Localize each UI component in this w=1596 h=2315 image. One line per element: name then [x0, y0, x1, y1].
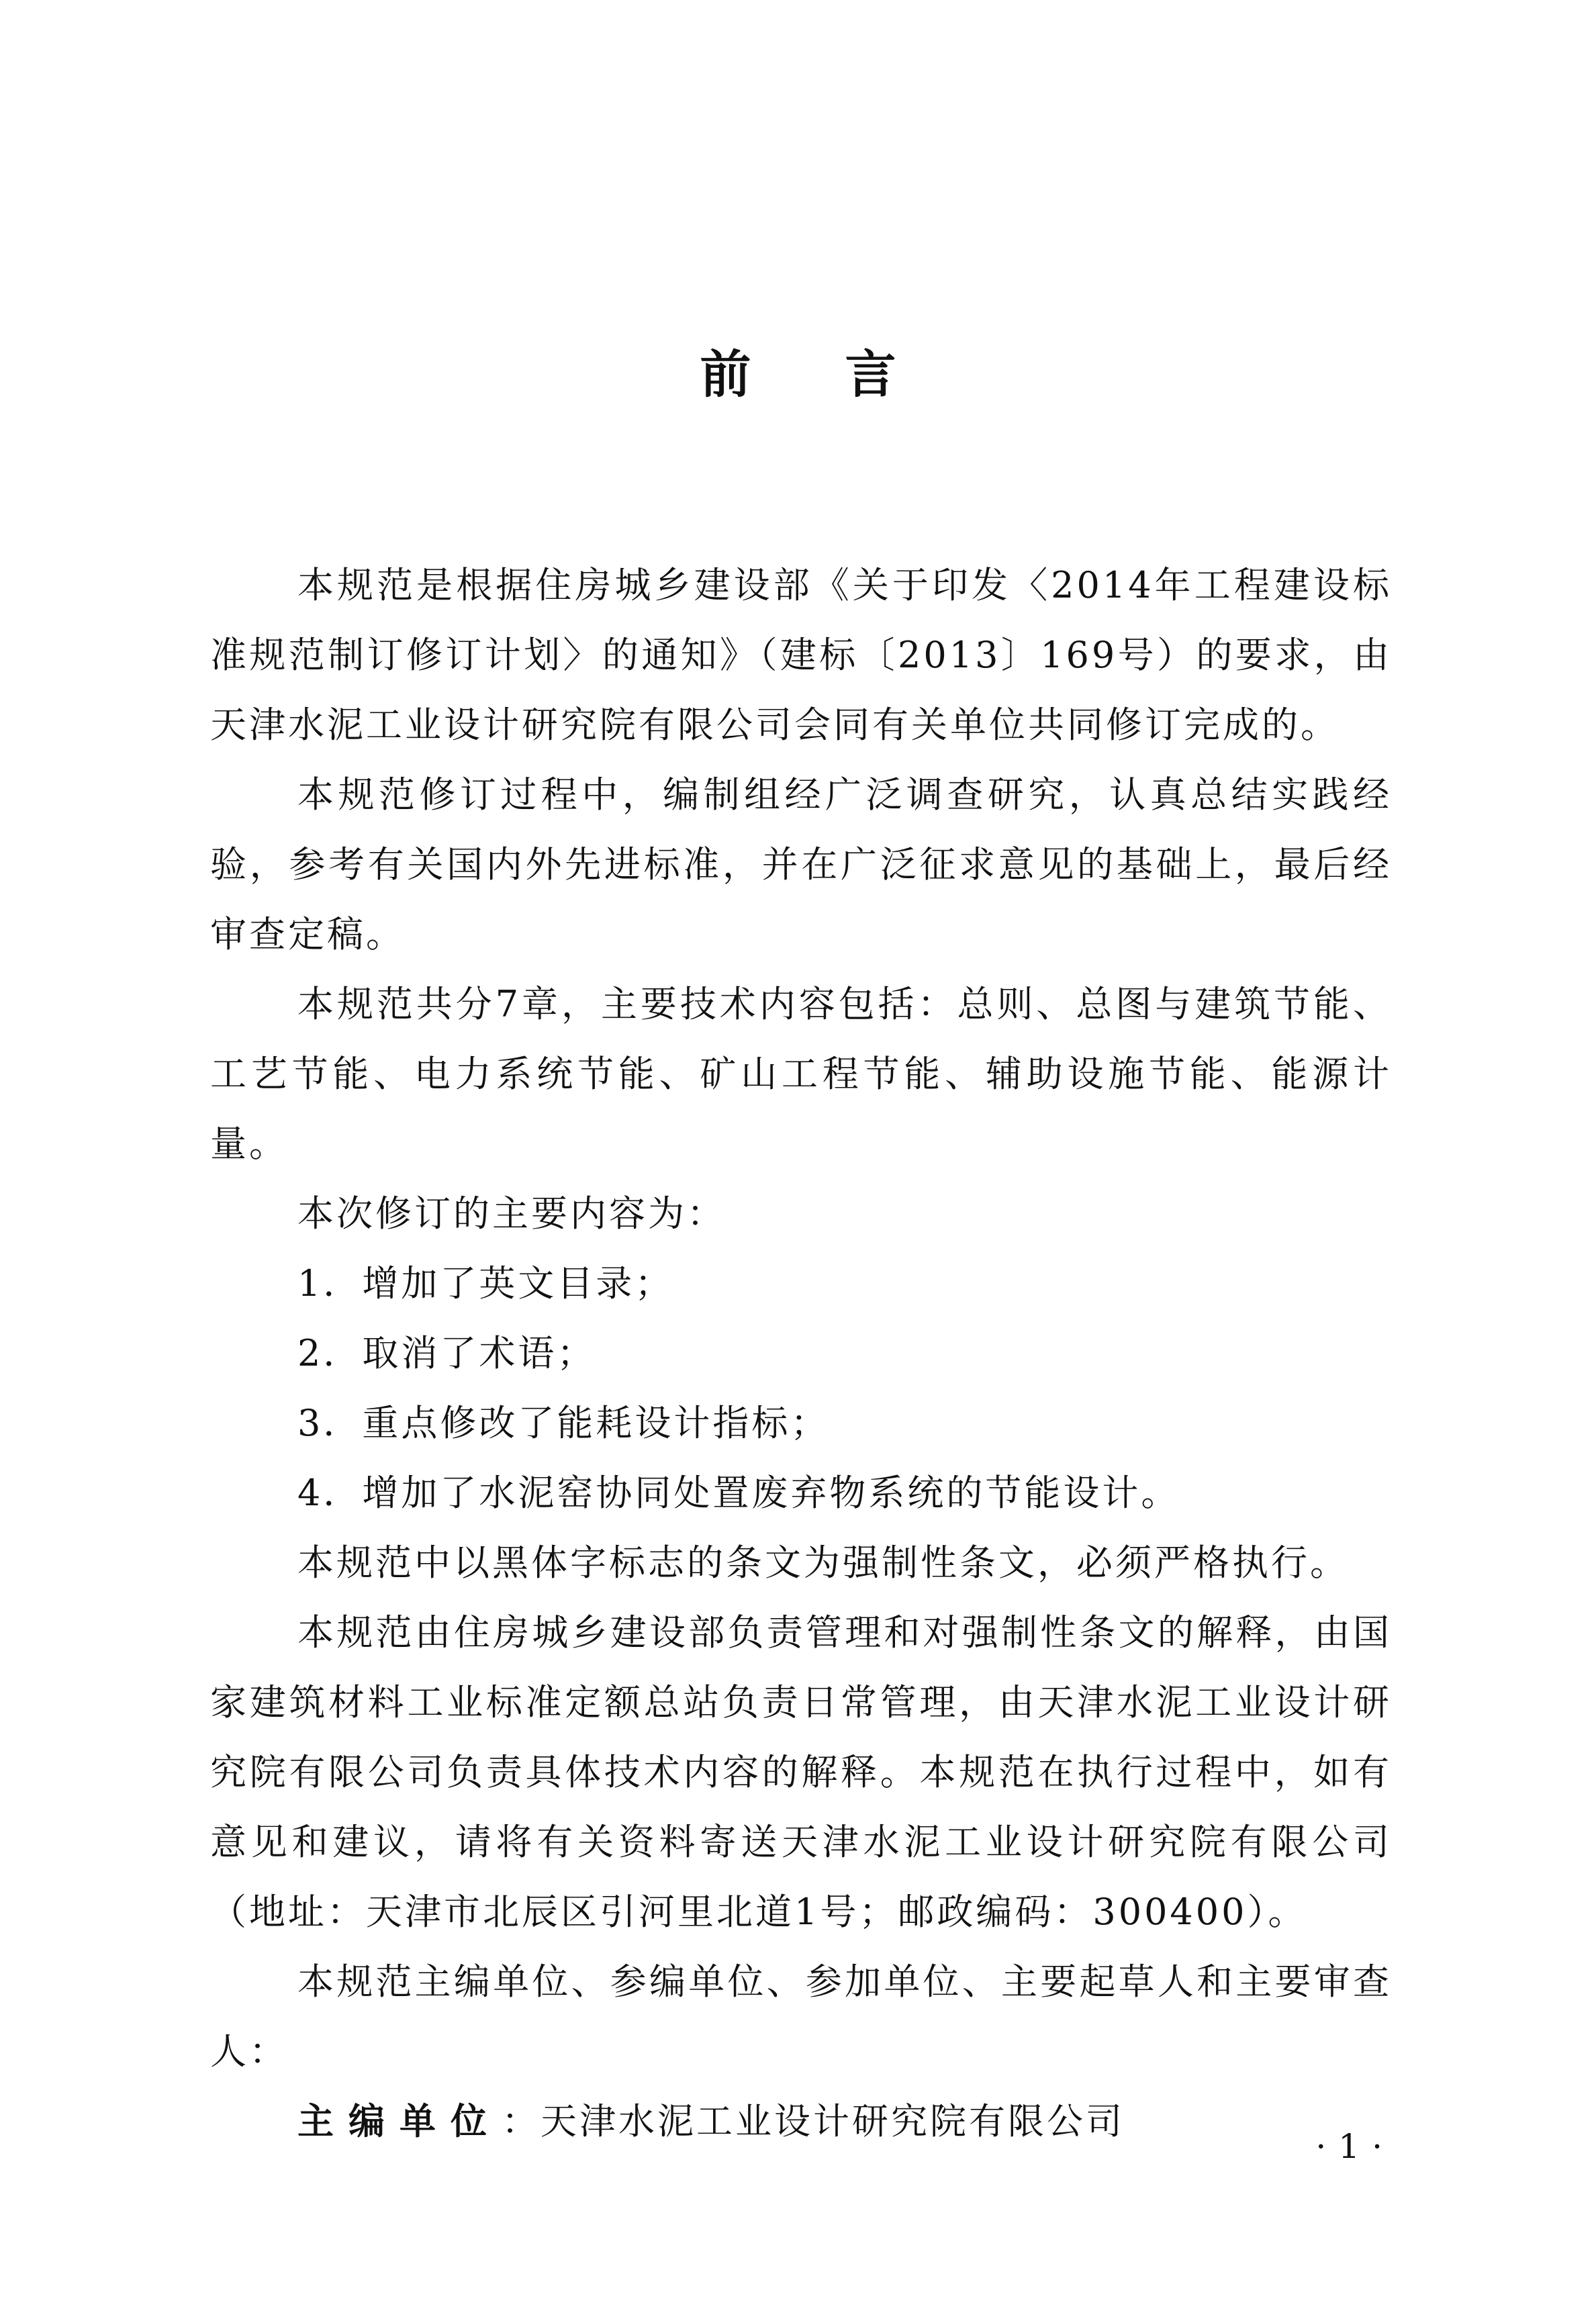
revision-item: 1．增加了英文目录；: [297, 1262, 674, 1305]
document-body: [210, 551, 1392, 2157]
paragraph-revision-intro: 本次修订的主要内容为：: [297, 1192, 726, 1235]
paragraph-contents: 本规范共分7章，主要技术内容包括：总则、总图与建筑节能、工艺节能、电力系统节能、矿山工程节能、辅助设施节能、能源计量。: [210, 983, 1392, 1165]
paragraph-mandatory: 本规范中以黑体字标志的条文为强制性条文，必须严格执行。: [297, 1542, 1349, 1584]
chief-editor-label: 主编单位: [297, 2100, 502, 2142]
page-number: ·1·: [1315, 2127, 1395, 2166]
page-title: 前言: [700, 344, 990, 404]
revision-item: 3．重点修改了能耗设计指标；: [297, 1402, 830, 1444]
revision-item: 4．增加了水泥窑协同处置废弃物系统的节能设计。: [297, 1472, 1180, 1514]
chief-editor-line: [210, 2087, 1392, 2157]
paragraph-management: 本规范由住房城乡建设部负责管理和对强制性条文的解释，由国家建筑材料工业标准定额总站负责日常管理，由天津水泥工业设计研究院有限公司负责具体技术内容的解释。本规范在执行过程中，如有意见和建议，请将有关资料寄送天津水泥工业设计研究院有限公司（地址：天津市北辰区引河里北道1号；邮政编码：300400）。: [210, 1611, 1392, 1933]
paragraph-units-intro: 本规范主编单位、参编单位、参加单位、主要起草人和主要审查人：: [210, 1960, 1392, 2073]
paragraph-basis: 本规范是根据住房城乡建设部《关于印发〈2014年工程建设标准规范制订修订计划〉的通知》（建标〔2013〕169号）的要求，由天津水泥工业设计研究院有限公司会同有关单位共同修订完成的。: [210, 564, 1392, 746]
revision-item: 2．取消了术语；: [297, 1332, 596, 1374]
paragraph-process: 本规范修订过程中，编制组经广泛调查研究，认真总结实践经验，参考有关国内外先进标准，并在广泛征求意见的基础上，最后经审查定稿。: [210, 773, 1392, 955]
chief-editor-value: ：天津水泥工业设计研究院有限公司: [502, 2100, 1125, 2142]
